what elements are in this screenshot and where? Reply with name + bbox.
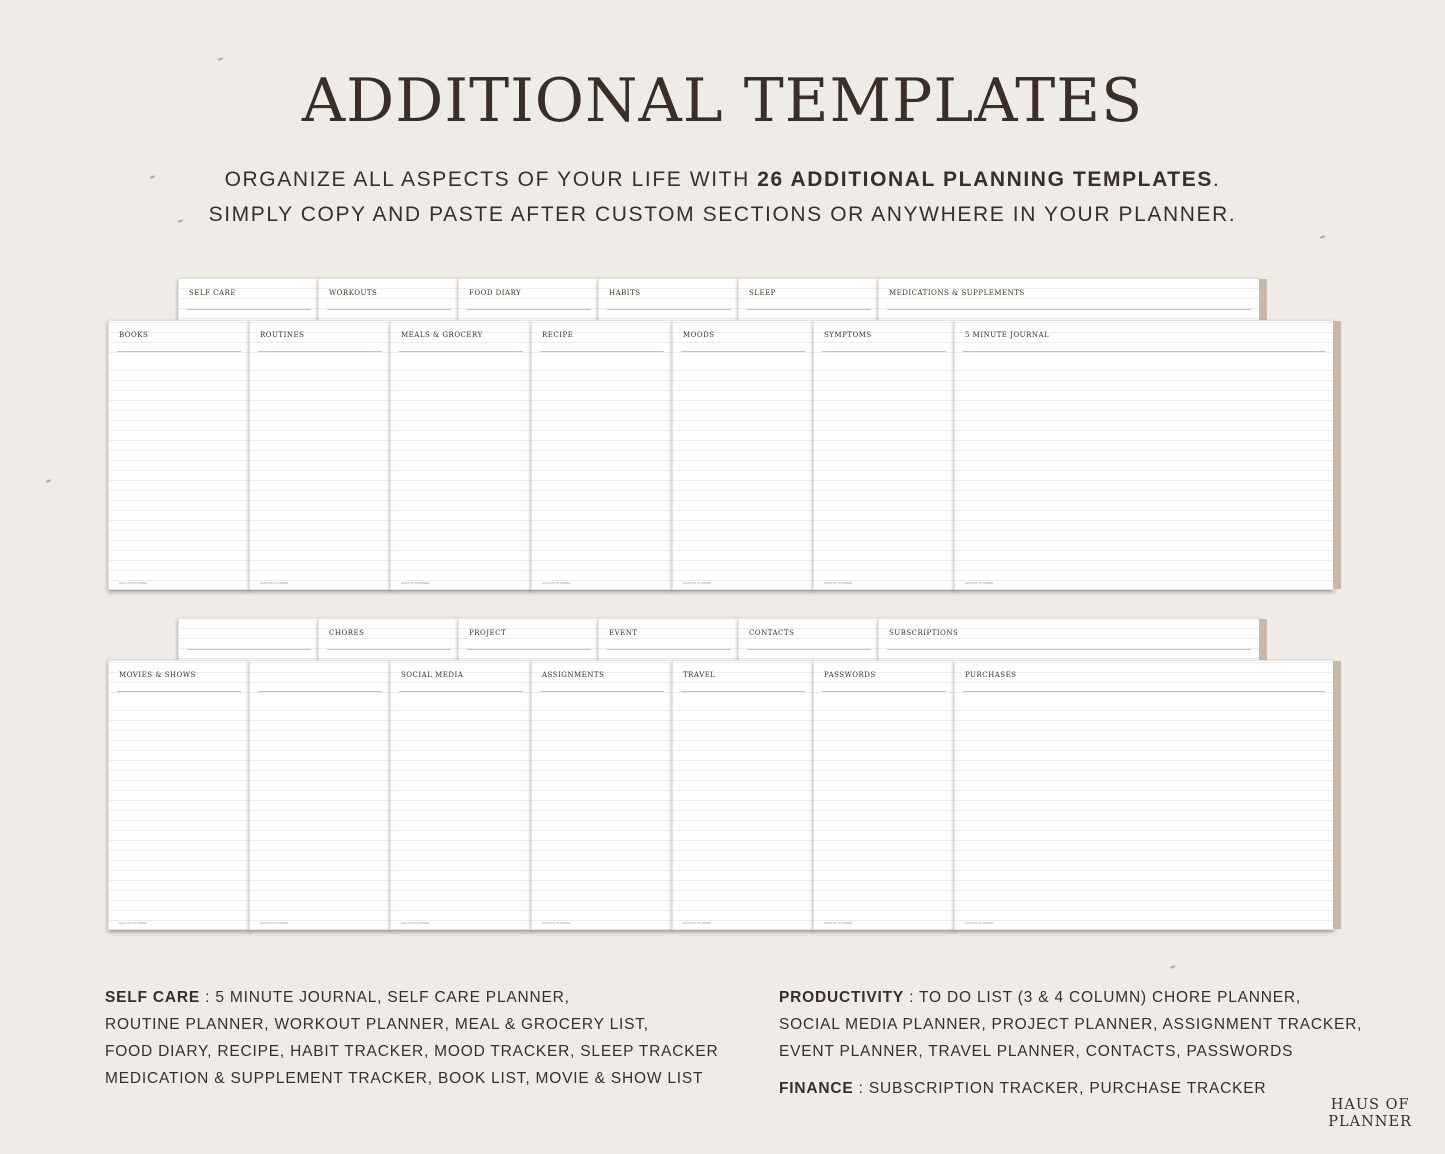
- paper-speck: [46, 479, 51, 483]
- template-footer: HAUS OF PLANNER: [119, 581, 148, 585]
- template-page-front: [249, 320, 391, 590]
- template-title: HABITS: [609, 289, 641, 297]
- template-title: MOVIES & SHOWS: [119, 671, 196, 679]
- template-rule: [822, 351, 946, 352]
- brand-logo: HAUS OF PLANNER: [1328, 1097, 1412, 1130]
- template-page-front: [954, 320, 1334, 590]
- tab-strip: [1333, 321, 1341, 589]
- template-title: SYMPTOMS: [824, 331, 872, 339]
- template-title: PROJECT: [469, 629, 507, 637]
- template-page-front: [813, 660, 955, 930]
- template-rule: [607, 649, 731, 650]
- template-rule: [327, 649, 451, 650]
- template-footer: HAUS OF PLANNER: [542, 581, 571, 585]
- paper-speck: [218, 57, 223, 61]
- self-care-list: SELF CARE : 5 MINUTE JOURNAL, SELF CARE PLANNER, ROUTINE PLANNER, WORKOUT PLANNER, MEAL & GROCERY LIST, FOOD DIARY, RECIPE, HABIT TRACKER, MOOD TRACKER, SLEEP TRACKER MEDICATION & SUPPLEMENT TRACKER, BOOK LIST, MOVIE & SHOW LIST: [105, 989, 719, 1087]
- template-page-front: [672, 320, 814, 590]
- template-rule: [540, 351, 664, 352]
- template-rule: [258, 351, 382, 352]
- template-rule: [681, 691, 805, 692]
- paper-speck: [1320, 235, 1325, 239]
- template-footer: HAUS OF PLANNER: [401, 581, 430, 585]
- template-row-2: [100, 616, 1345, 934]
- template-title: CONTACTS: [749, 629, 795, 637]
- subtitle-line-2: SIMPLY COPY AND PASTE AFTER CUSTOM SECTIONS OR ANYWHERE IN YOUR PLANNER.: [208, 203, 1237, 226]
- template-title: MEDICATIONS & SUPPLEMENTS: [889, 289, 1025, 297]
- template-title: FOOD DIARY: [469, 289, 522, 297]
- template-rule: [327, 309, 451, 310]
- template-rule: [467, 649, 591, 650]
- template-page-front: [108, 320, 250, 590]
- paper-speck: [1170, 965, 1175, 969]
- template-page-front: [249, 660, 391, 930]
- template-title: RECIPE: [542, 331, 574, 339]
- template-rule: [187, 649, 311, 650]
- template-rule: [467, 309, 591, 310]
- template-rule: [747, 649, 871, 650]
- template-footer: HAUS OF PLANNER: [401, 921, 430, 925]
- template-footer: HAUS OF PLANNER: [260, 581, 289, 585]
- template-page-front: [954, 660, 1334, 930]
- template-footer: HAUS OF PLANNER: [824, 581, 853, 585]
- template-page-front: [390, 660, 532, 930]
- subtitle-line-1: ORGANIZE ALL ASPECTS OF YOUR LIFE WITH 26 ADDITIONAL PLANNING TEMPLATES.: [224, 168, 1221, 191]
- template-rule: [187, 309, 311, 310]
- template-rule: [540, 691, 664, 692]
- template-page-front: [531, 660, 673, 930]
- template-footer: HAUS OF PLANNER: [824, 921, 853, 925]
- tab-strip: [1333, 661, 1341, 929]
- template-rule: [117, 351, 241, 352]
- template-rule: [963, 691, 1325, 692]
- template-rule: [117, 691, 241, 692]
- page-title: ADDITIONAL TEMPLATES: [301, 66, 1144, 136]
- template-title: SOCIAL MEDIA: [401, 671, 464, 679]
- template-title: TRAVEL: [683, 671, 716, 679]
- template-title: PASSWORDS: [824, 671, 876, 679]
- template-rule: [258, 691, 382, 692]
- template-title: WORKOUTS: [329, 289, 378, 297]
- subtitle: [0, 162, 1445, 232]
- template-title: SUBSCRIPTIONS: [889, 629, 959, 637]
- template-row-1: [100, 276, 1345, 594]
- template-footer: HAUS OF PLANNER: [683, 581, 712, 585]
- template-title: SELF CARE: [189, 289, 236, 297]
- template-rule: [822, 691, 946, 692]
- template-title: ASSIGNMENTS: [542, 671, 605, 679]
- template-rule: [887, 309, 1251, 310]
- template-rule: [399, 351, 523, 352]
- template-page-front: [531, 320, 673, 590]
- template-rule: [887, 649, 1251, 650]
- template-title: EVENT: [609, 629, 638, 637]
- template-footer: HAUS OF PLANNER: [542, 921, 571, 925]
- template-footer: HAUS OF PLANNER: [119, 921, 148, 925]
- template-footer: HAUS OF PLANNER: [683, 921, 712, 925]
- template-title: ROUTINES: [260, 331, 305, 339]
- template-page-front: [672, 660, 814, 930]
- template-rule: [607, 309, 731, 310]
- template-rule: [747, 309, 871, 310]
- template-title: SLEEP: [749, 289, 776, 297]
- template-page-front: [813, 320, 955, 590]
- productivity-finance-list: PRODUCTIVITY : TO DO LIST (3 & 4 COLUMN) CHORE PLANNER, SOCIAL MEDIA PLANNER, PROJECT PLANNER, ASSIGNMENT TRACKER, EVENT PLANNER, TRAVEL PLANNER, CONTACTS, PASSWORDS FINANCE : SUBSCRIPTION TRACKER, PURCHASE TRACKER: [779, 989, 1363, 1097]
- template-title: CHORES: [329, 629, 365, 637]
- template-footer: HAUS OF PLANNER: [965, 581, 994, 585]
- template-title: MOODS: [683, 331, 715, 339]
- template-footer: HAUS OF PLANNER: [260, 921, 289, 925]
- template-title: BOOKS: [119, 331, 149, 339]
- template-title: PURCHASES: [965, 671, 1017, 679]
- template-title: 5 MINUTE JOURNAL: [965, 331, 1050, 339]
- template-page-front: [108, 660, 250, 930]
- template-footer: HAUS OF PLANNER: [965, 921, 994, 925]
- template-page-front: [390, 320, 532, 590]
- template-rule: [963, 351, 1325, 352]
- template-title: MEALS & GROCERY: [401, 331, 483, 339]
- template-rule: [681, 351, 805, 352]
- template-rule: [399, 691, 523, 692]
